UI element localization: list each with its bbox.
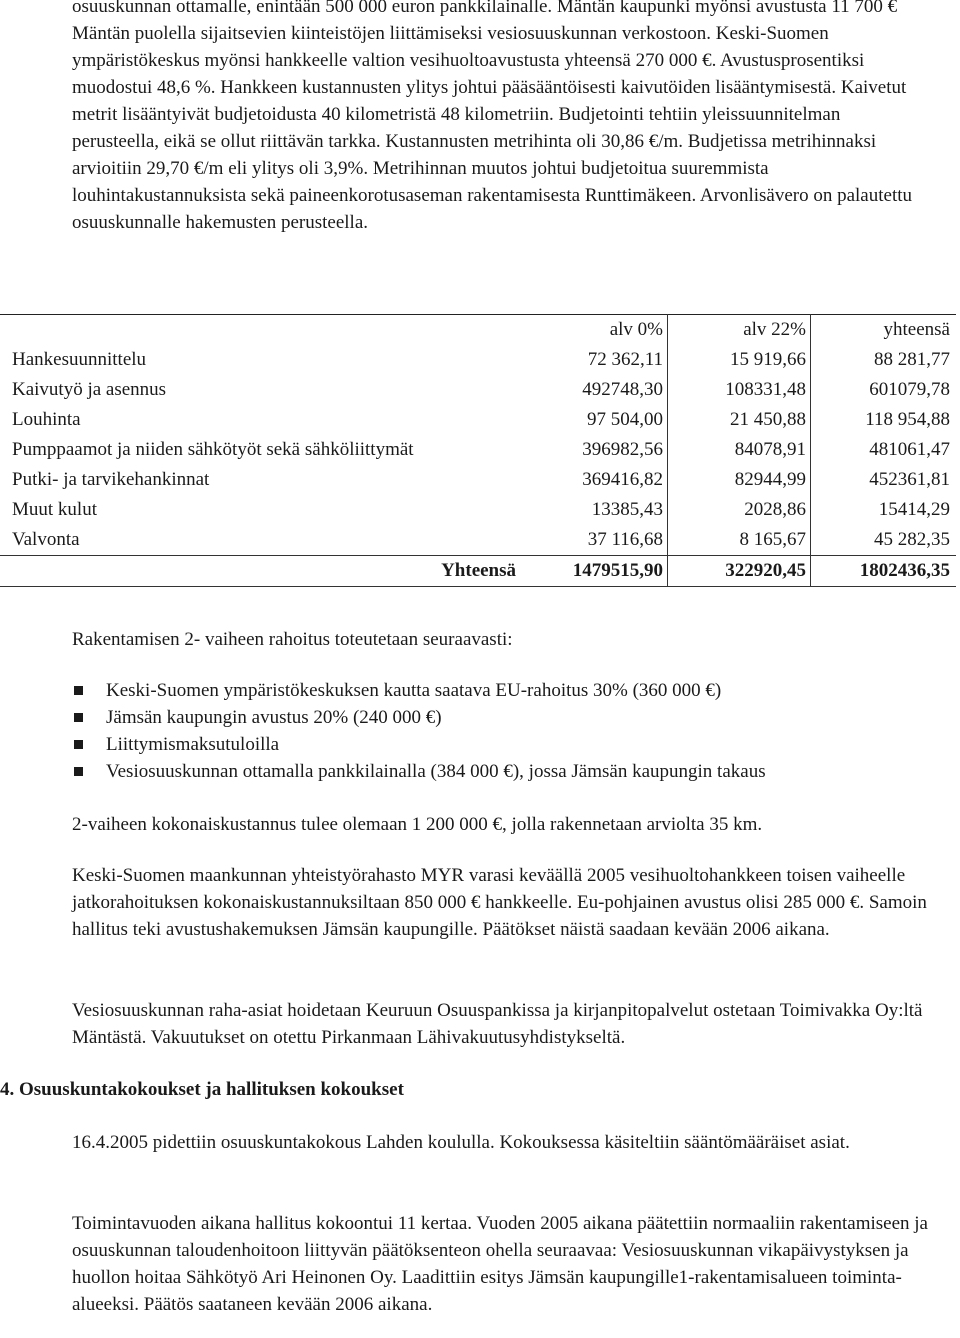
row-total: 88 281,77 (874, 349, 950, 370)
table-row (0, 345, 956, 375)
row-alv0: 97 504,00 (524, 405, 667, 435)
total-cost-paragraph: 2-vaiheen kokonaiskustannus tulee olemaan 1 200 000 €, jolla rakennetaan arviolta 35 km. (72, 814, 763, 835)
list-item (72, 704, 952, 731)
table-row (0, 375, 956, 405)
row-label: Louhinta (12, 409, 81, 430)
section-4-heading: 4. Osuuskuntakokoukset ja hallituksen kokoukset (0, 1079, 404, 1100)
row-alv22: 15 919,66 (668, 345, 811, 375)
header-cell-alv22: alv 22% (668, 315, 811, 346)
financing-list (72, 677, 952, 785)
row-label: Pumppaamot ja niiden sähkötyöt sekä sähköliittymät (12, 439, 414, 460)
cost-table (0, 314, 956, 587)
row-label: Hankesuunnittelu (12, 349, 147, 370)
total-label: Yhteensä (0, 556, 524, 587)
row-label: Muut kulut (12, 499, 97, 520)
list-item (72, 758, 952, 785)
list-item-text: Jämsän kaupungin avustus 20% (240 000 €) (106, 707, 442, 728)
header-cell-total: yhteensä (811, 315, 957, 346)
row-alv22: 82944,99 (668, 465, 811, 495)
total-sum: 1802436,35 (811, 556, 957, 587)
total-alv22: 322920,45 (668, 556, 811, 587)
row-total: 452361,81 (869, 469, 950, 490)
list-item-text: Liittymismaksutuloilla (106, 734, 280, 755)
header-cell-alv0: alv 0% (524, 315, 667, 346)
row-label: Kaivutyö ja asennus (12, 379, 167, 400)
intro-paragraph: osuuskunnan ottamalle, enintään 500 000 euron pankkilainalle. Mäntän kaupunki myönsi avustusta 11 700 € Mäntän puolella sijaitsevien kiinteistöjen liittämiseksi vesiosuuskunnan verkostoon. Keski-Suomen ympäristökeskus myönsi hankkeelle valtion vesihuoltoavustusta yhteensä 270 000 €. Avustusprosentiksi muodostui 48,6 %. Hankkeen kustannusten ylitys johtui pääsääntöisesti kaivutöiden lisääntymisestä. Kaivetut metrit lisääntyivät budjetoidusta 40 kilometristä 48 kilometriin. Budjetointi tehtiin yleissuunnitelman perusteella, eikä se ollut riittävän tarkka. Kustannusten metrihinta oli 30,86 €/m. Budjetissa metrihinnaksi arvioitiin 29,70 €/m eli ylitys oli 3,9%. Metrihinnan muutos johtui budjetoitua suuremmista louhintakustannuksista sekä paineenkorotusaseman rakentamisesta Runttimäkeen. Arvonlisävero on palautettu osuuskunnalle hakemusten perusteella. (72, 0, 913, 233)
cost-table-container (0, 314, 960, 587)
table-header-row (0, 315, 956, 346)
row-label: Putki- ja tarvikehankinnat (12, 469, 210, 490)
row-label: Valvonta (12, 529, 80, 550)
row-alv0: 492748,30 (524, 375, 667, 405)
row-alv0: 396982,56 (524, 435, 667, 465)
square-bullet-icon (74, 686, 83, 695)
table-row (0, 465, 956, 495)
table-total-row (0, 556, 956, 587)
row-total: 45 282,35 (874, 529, 950, 550)
row-alv22: 108331,48 (668, 375, 811, 405)
row-alv0: 369416,82 (524, 465, 667, 495)
financing-intro: Rakentamisen 2- vaiheen rahoitus toteutetaan seuraavasti: (72, 629, 513, 650)
row-alv0: 72 362,11 (524, 345, 667, 375)
header-cell-label (0, 315, 524, 346)
table-row (0, 495, 956, 525)
row-total: 118 954,88 (865, 409, 950, 430)
row-alv0: 13385,43 (524, 495, 667, 525)
row-alv22: 2028,86 (668, 495, 811, 525)
board-paragraph: Toimintavuoden aikana hallitus kokoontui 11 kertaa. Vuoden 2005 aikana päätettiin normaaliin rakentamiseen ja osuuskunnan taloudenhoitoon liittyvän päätöksenteon ohella seuraavaa: Vesiosuuskunnan vikapäivystyksen ja huollon hoitaa Sähkötyö Ari Heinonen Oy. Laadittiin esitys Jämsän kaupungille1-rakentamisalueen toiminta-alueeksi. Päätös saataneen kevään 2006 aikana. (72, 1213, 928, 1315)
myr-paragraph: Keski-Suomen maankunnan yhteistyörahasto MYR varasi keväällä 2005 vesihuoltohankkeen toisen vaiheelle jatkorahoituksen kokonaiskustannuksiltaan 850 000 € hankkeelle. Eu-pohjainen avustus olisi 285 000 €. Samoin hallitus teki avustushakemuksen Jämsän kaupungille. Päätökset näistä saadaan kevään 2006 aikana. (72, 865, 927, 940)
row-total: 601079,78 (869, 379, 950, 400)
square-bullet-icon (74, 767, 83, 776)
list-item (72, 731, 952, 758)
row-total: 481061,47 (869, 439, 950, 460)
meeting-paragraph: 16.4.2005 pidettiin osuuskuntakokous Lahden koululla. Kokouksessa käsiteltiin sääntömääräiset asiat. (72, 1132, 850, 1153)
list-item-text: Vesiosuuskunnan ottamalla pankkilainalla (384 000 €), jossa Jämsän kaupungin takaus (106, 761, 766, 782)
square-bullet-icon (74, 740, 83, 749)
row-alv22: 21 450,88 (668, 405, 811, 435)
square-bullet-icon (74, 713, 83, 722)
row-alv0: 37 116,68 (524, 525, 667, 556)
finance-services-paragraph: Vesiosuuskunnan raha-asiat hoidetaan Keuruun Osuuspankissa ja kirjanpitopalvelut ostetaan Toimivakka Oy:ltä Mäntästä. Vakuutukset on otettu Pirkanmaan Lähivakuutusyhdistykseltä. (72, 1000, 923, 1048)
table-row (0, 435, 956, 465)
row-alv22: 84078,91 (668, 435, 811, 465)
list-item (72, 677, 952, 704)
total-alv0: 1479515,90 (524, 556, 667, 587)
table-row (0, 405, 956, 435)
list-item-text: Keski-Suomen ympäristökeskuksen kautta saatava EU-rahoitus 30% (360 000 €) (106, 680, 722, 701)
row-total: 15414,29 (878, 499, 950, 520)
row-alv22: 8 165,67 (668, 525, 811, 556)
table-row (0, 525, 956, 556)
